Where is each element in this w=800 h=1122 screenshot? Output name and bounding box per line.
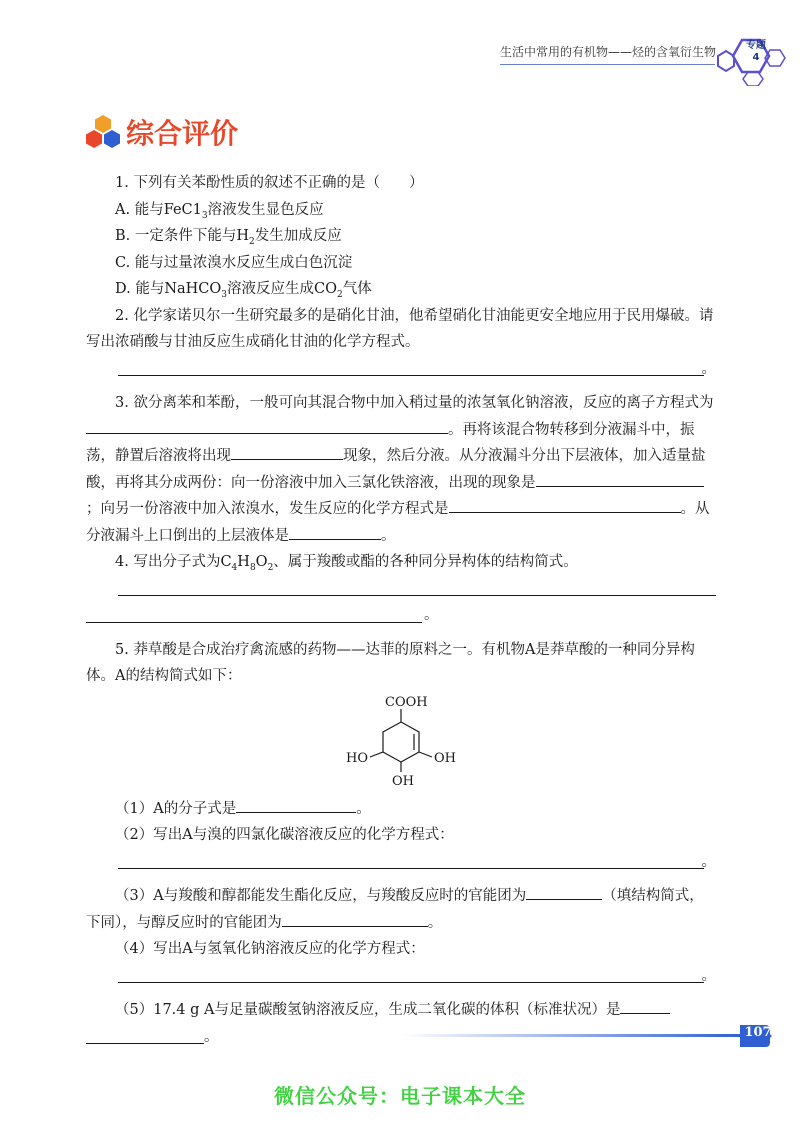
exercise-content bbox=[86, 170, 716, 1050]
q1-option-d: D. 能与NaHCO$_3$溶液反应生成$CO_2$气体 bbox=[115, 281, 372, 300]
page-number: 107 bbox=[744, 1025, 772, 1040]
q1-option-b: B. 一定条件下能与$H_2$发生加成反应 bbox=[115, 228, 342, 247]
shikimic-isomer-structure bbox=[326, 692, 476, 792]
bond-ho-left bbox=[370, 752, 383, 757]
chapter-tag-number: 4 bbox=[752, 52, 760, 63]
q5-blank-volume-1[interactable] bbox=[620, 998, 670, 1014]
q5-blank-alcohol-group[interactable] bbox=[282, 911, 428, 927]
q5-sub5: （5）17.4 g A与足量碳酸氢钠溶液反应，生成二氧化碳的体积（标准状况）是 bbox=[86, 997, 716, 1024]
q5-answer-line-2[interactable]: 。 bbox=[86, 849, 716, 876]
q5-blank-formula[interactable] bbox=[236, 797, 356, 813]
q5-answer-line-4[interactable]: 。 bbox=[86, 963, 716, 990]
cubes-logo-icon bbox=[84, 113, 122, 149]
q1-stem: 1. 下列有关苯酚性质的叙述不正确的是（ ） bbox=[115, 175, 424, 191]
q5-blank-acid-group[interactable] bbox=[526, 884, 602, 900]
q4-answer-line-1[interactable] bbox=[86, 576, 716, 603]
q1-option-c: C. 能与过量浓溴水反应生成白色沉淀 bbox=[115, 254, 353, 271]
q5-answer-line-5[interactable]: 。 bbox=[86, 1024, 716, 1051]
bond-oh-right bbox=[419, 752, 432, 757]
watermark-text: 微信公众号：电子课本大全 bbox=[274, 1084, 526, 1108]
q3-blank-5[interactable] bbox=[289, 524, 381, 540]
q4-answer-line-2[interactable]: 。 bbox=[86, 602, 716, 629]
q4-text: 4. 写出分子式为$C_4H_8O_2$、属于羧酸或酯的各种同分异构体的结构简式。 bbox=[115, 554, 578, 573]
q5-sub3: （3）A与羧酸和醇都能发生酯化反应，与羧酸反应时的官能团为 （填结构简式，下同），与醇反应时的官能团为 。 bbox=[86, 883, 716, 936]
chapter-tag-label: 专题 bbox=[746, 40, 766, 51]
chapter-title: 生活中常用的有机物——烃的含氧衍生物 bbox=[500, 45, 717, 59]
q5-sub4: （4）写出A与氢氧化钠溶液反应的化学方程式： bbox=[115, 941, 425, 957]
q3-blank-1[interactable] bbox=[86, 418, 448, 434]
q3-text: 3. 欲分离苯和苯酚，一般可向其混合物中加入稍过量的浓氢氧化钠溶液，反应的离子方程式为。再将该混合物转移到分液漏斗中，振荡，静置后溶液将出现 现象，然后分液。从分液漏斗分出下层液体，加入适量盐酸，再将其分成两份：向一份溶液中加入三氯化铁溶液，出现的现象是；向另一份溶液中加入浓溴水，发生反应的化学方程式是 。从分液漏斗上口倒出的上层液体是 。 bbox=[86, 395, 714, 544]
section-title: 综合评价 bbox=[126, 117, 239, 150]
label-ho-left: HO bbox=[346, 750, 368, 766]
label-cooh: COOH bbox=[385, 694, 428, 710]
chapter-tag bbox=[738, 40, 774, 64]
q5-sub2: （2）写出A与溴的四氯化碳溶液反应的化学方程式： bbox=[115, 827, 454, 843]
q1-option-a: A. 能与$FeC1_3$溶液发生显色反应 bbox=[115, 201, 324, 221]
label-oh-bottom: OH bbox=[392, 773, 414, 789]
q3-blank-3[interactable] bbox=[536, 471, 704, 487]
q5-intro: 5. 莽草酸是合成治疗禽流感的药物——达菲的原料之一。有机物A是莽草酸的一种同分异构体。A的结构简式如下： bbox=[86, 641, 695, 684]
q3-blank-4[interactable] bbox=[449, 497, 681, 513]
q3-blank-2[interactable] bbox=[231, 444, 343, 460]
q2-answer-line[interactable]: 。 bbox=[86, 356, 716, 383]
q5-sub1: （1）A的分子式是 。 bbox=[86, 796, 716, 823]
label-oh-right: OH bbox=[434, 750, 456, 766]
q2-text: 2. 化学家诺贝尔一生研究最多的是硝化甘油，他希望硝化甘油能更安全地应用于民用爆破。请写出浓硝酸与甘油反应生成硝化甘油的化学方程式。 bbox=[86, 307, 714, 350]
header-rule bbox=[500, 64, 715, 65]
